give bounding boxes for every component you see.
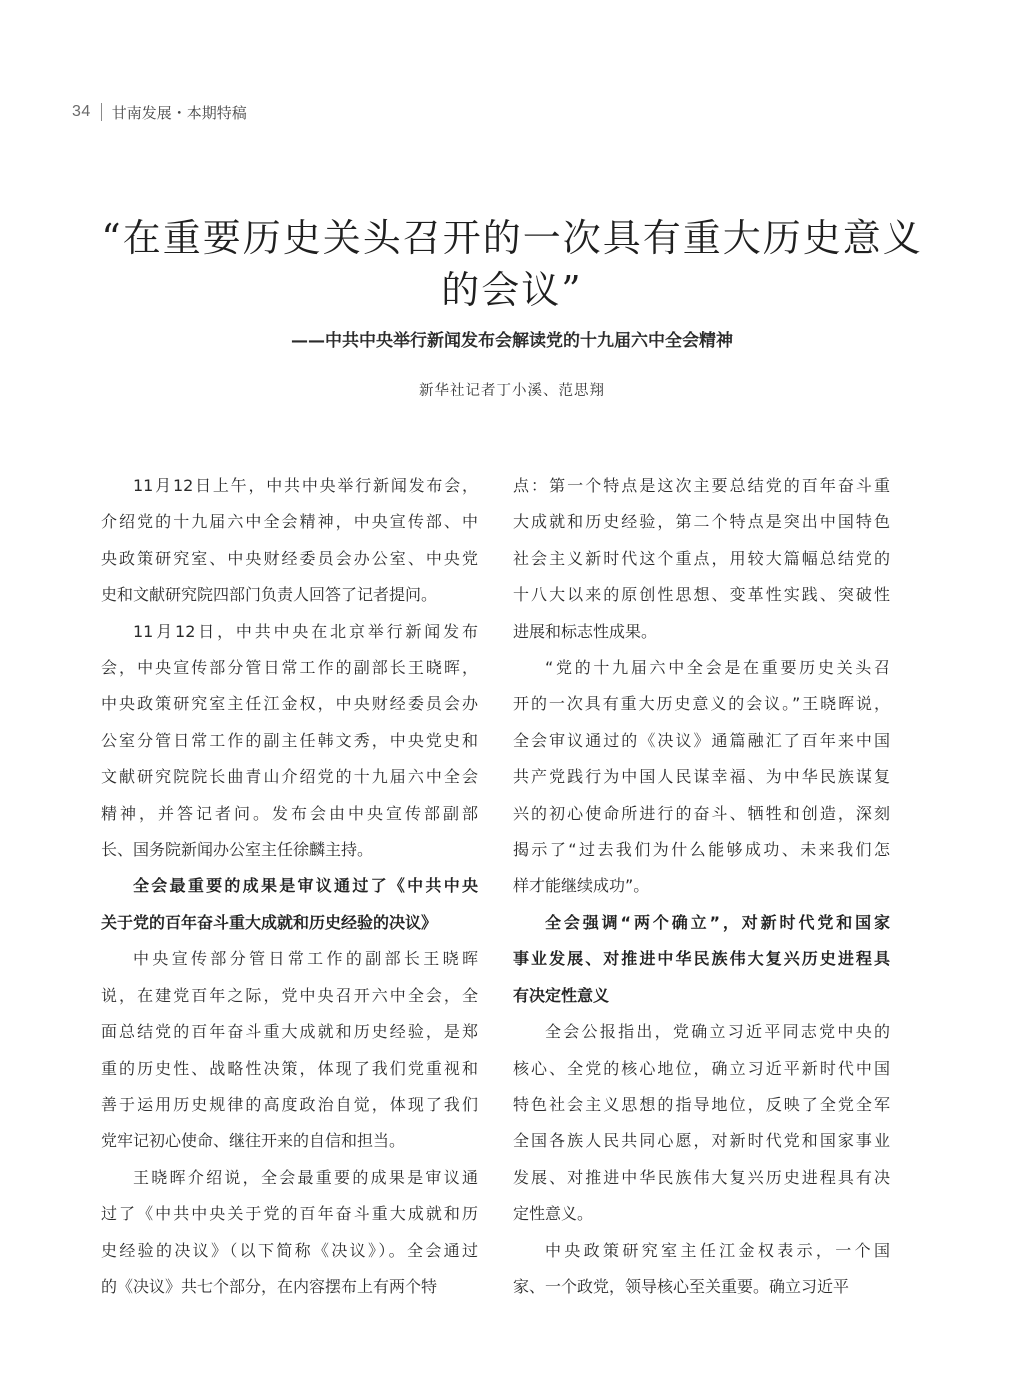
running-header	[72, 101, 247, 123]
text-line: 核心、全党的核心地位，确立习近平新时代中国	[513, 1058, 890, 1078]
text-line: 党牢记初心使命、继往开来的自信和担当。	[101, 1131, 406, 1151]
text-line: 文献研究院院长曲青山介绍党的十九届六中全会	[101, 767, 478, 787]
section-name: 甘南发展・本期特稿	[111, 103, 247, 122]
title-line-2: 的会议”	[441, 268, 583, 312]
text-line: “党的十九届六中全会是在重要历史关头召	[545, 658, 890, 678]
text-line: 大成就和历史经验，第二个特点是突出中国特色	[513, 512, 890, 532]
text-line: 央政策研究室、中央财经委员会办公室、中央党	[101, 548, 478, 568]
text-line: 重的历史性、战略性决策，体现了我们党重视和	[101, 1058, 478, 1078]
text-line: 揭示了“过去我们为什么能够成功、未来我们怎	[513, 840, 890, 860]
body-paragraph	[513, 1233, 890, 1306]
text-line: 关于党的百年奋斗重大成就和历史经验的决议》	[101, 912, 438, 932]
text-line: 样才能继续成功”。	[513, 876, 650, 896]
text-line: 定性意义。	[513, 1204, 594, 1224]
text-line: 史和文献研究院四部门负责人回答了记者提问。	[101, 585, 438, 605]
text-line: 全会审议通过的《决议》通篇融汇了百年来中国	[513, 730, 890, 750]
text-line: 中央政策研究室主任江金权表示，一个国	[545, 1240, 890, 1260]
text-line: 长、国务院新闻办公室主任徐麟主持。	[101, 840, 374, 860]
header-divider	[101, 103, 102, 121]
text-line: 中央政策研究室主任江金权，中央财经委员会办	[101, 694, 478, 714]
text-line: 公室分管日常工作的副主任韩文秀，中央党史和	[101, 730, 478, 750]
text-line: 过了《中共中央关于党的百年奋斗重大成就和历	[101, 1204, 478, 1224]
text-line: 史经验的决议》（以下简称《决议》）。全会通过	[101, 1240, 478, 1260]
page-number: 34	[72, 103, 91, 120]
text-line: 善于运用历史规律的高度政治自觉，体现了我们	[101, 1094, 478, 1114]
right-column	[513, 468, 890, 1305]
text-line: 社会主义新时代这个重点，用较大篇幅总结党的	[513, 548, 890, 568]
text-line: 事业发展、对推进中华民族伟大复兴历史进程具	[513, 949, 890, 969]
byline: 新华社记者丁小溪、范思翔	[419, 383, 605, 399]
text-line: 11月12日，中共中央在北京举行新闻发布	[133, 621, 478, 641]
text-line: 点：第一个特点是这次主要总结党的百年奋斗重	[513, 476, 890, 495]
text-line: 开的一次具有重大历史意义的会议。”王晓晖说，	[513, 694, 890, 714]
text-line: 说，在建党百年之际，党中央召开六中全会，全	[101, 985, 478, 1005]
text-line: 共产党践行为中国人民谋幸福、为中华民族谋复	[513, 767, 890, 787]
text-line: 特色社会主义思想的指导地位，反映了全党全军	[513, 1094, 890, 1114]
text-line: 家、一个政党，领导核心至关重要。确立习近平	[513, 1276, 850, 1296]
text-line: 王晓晖介绍说，全会最重要的成果是审议通	[133, 1167, 478, 1187]
text-line: 全会公报指出，党确立习近平同志党中央的	[545, 1022, 890, 1042]
article-title	[60, 212, 964, 316]
text-line: 有决定性意义	[513, 985, 610, 1005]
text-line: 兴的初心使命所进行的奋斗、牺牲和创造，深刻	[513, 803, 890, 823]
text-line: 全会最重要的成果是审议通过了《中共中央	[133, 876, 478, 896]
text-line: 精神，并答记者问。发布会由中央宣传部副部	[101, 803, 478, 823]
body-paragraph	[101, 468, 478, 614]
text-line: 全国各族人民共同心愿，对新时代党和国家事业	[513, 1131, 890, 1151]
body-paragraph	[101, 941, 478, 1159]
left-column	[101, 468, 478, 1305]
text-line: 的《决议》共七个部分，在内容摆布上有两个特	[101, 1276, 438, 1296]
section-heading	[513, 905, 890, 1014]
text-line: 会，中央宣传部分管日常工作的副部长王晓晖，	[101, 658, 478, 678]
section-heading	[101, 868, 478, 941]
body-paragraph	[101, 614, 478, 869]
body-paragraph	[101, 1160, 478, 1306]
text-line: 介绍党的十九届六中全会精神，中央宣传部、中	[101, 512, 478, 532]
text-line: 十八大以来的原创性思想、变革性实践、突破性	[513, 585, 890, 605]
text-line: 进展和标志性成果。	[513, 621, 658, 641]
text-line: 发展、对推进中华民族伟大复兴历史进程具有决	[513, 1167, 890, 1187]
body-paragraph	[513, 650, 890, 905]
text-line: 11月12日上午，中共中央举行新闻发布会，	[133, 476, 478, 495]
body-paragraph	[513, 1014, 890, 1232]
text-line: 全会强调“两个确立”，对新时代党和国家	[545, 912, 890, 932]
article-subtitle: ——中共中央举行新闻发布会解读党的十九届六中全会精神	[291, 331, 733, 351]
body-paragraph	[513, 468, 890, 650]
text-line: 面总结党的百年奋斗重大成就和历史经验，是郑	[101, 1022, 478, 1042]
text-line: 中央宣传部分管日常工作的副部长王晓晖	[133, 949, 478, 969]
title-line-1: “在重要历史关头召开的一次具有重大历史意义	[101, 216, 923, 260]
